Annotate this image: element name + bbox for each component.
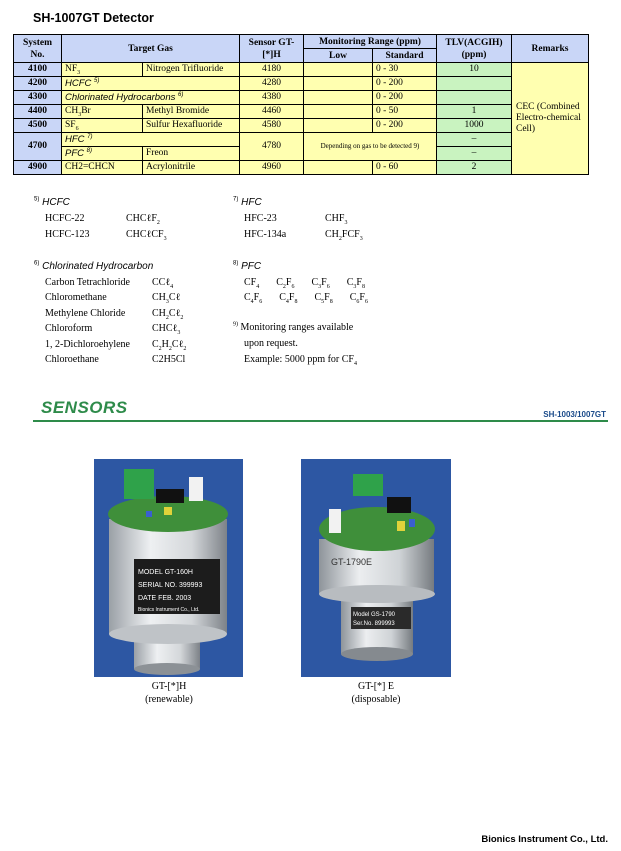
label-model: MODEL GT-160H — [138, 569, 193, 576]
gas-name-cell: Nitrogen Trifluoride — [143, 63, 240, 77]
sensor-photo-renewable — [94, 459, 243, 677]
tlv-cell: 10 — [437, 63, 512, 77]
footnote-9-line-1: $^{9)}$ Monitoring ranges available — [233, 321, 354, 333]
table-row — [14, 91, 589, 105]
header-monitoring-range: Monitoring Range (ppm) — [304, 35, 437, 49]
system-no-cell: 4700 — [14, 133, 62, 161]
footnote-chlorinated-heading: $^{6)}$ Chlorinated Hydrocarbon — [34, 260, 154, 272]
label-model: Model GS-1790 — [353, 612, 396, 618]
low-range-cell — [304, 105, 373, 119]
footnote-chlorinated-name: Methylene Chloride — [45, 308, 126, 319]
footnote-chlorinated-name: Carbon Tetrachloride — [45, 277, 130, 288]
depending-note-cell: Depending on gas to be detected 9) — [304, 133, 437, 161]
low-range-cell — [304, 77, 373, 91]
label-maker: Bionics Instrument Co., Ltd. — [138, 607, 200, 613]
footer-company: Bionics Instrument Co., Ltd. — [481, 834, 608, 845]
footnote-hcfc-name-2: HCFC-123 — [45, 229, 90, 240]
footnote-9-line-3: Example: 5000 ppm for $CF_4$ — [244, 354, 357, 367]
header-tlv: TLV(ACGIH) (ppm) — [437, 35, 512, 63]
gas-formula-cell: $SF_6$ — [62, 119, 143, 133]
tlv-cell — [437, 91, 512, 105]
gas-formula-cell: $NF_3$ — [62, 63, 143, 77]
label-serial: Ser.No. 899993 — [353, 621, 395, 627]
footnote-chlorinated-formula: $CH_3C\ell$ — [152, 292, 181, 305]
table-row — [14, 133, 589, 147]
low-range-cell — [304, 63, 373, 77]
table-row — [14, 63, 589, 77]
standard-range-cell: 0 - 60 — [373, 161, 437, 175]
low-range-cell — [304, 161, 373, 175]
low-range-cell — [304, 91, 373, 105]
page-title: SH-1007GT Detector — [33, 11, 154, 25]
sensor-photo-disposable — [301, 459, 451, 677]
footnote-hfc-name-1: HFC-23 — [244, 213, 277, 224]
system-no-cell: 4900 — [14, 161, 62, 175]
footnote-hfc-formula-1: $CHF_3$ — [325, 213, 348, 226]
footnote-chlorinated-formula: $C_2H_2C\ell_2$ — [152, 339, 187, 352]
gas-name-cell: Sulfur Hexafluoride — [143, 119, 240, 133]
header-sensor: Sensor GT-[*]H — [240, 35, 304, 63]
tlv-cell: – — [437, 133, 512, 147]
footnote-hfc-name-2: HFC-134a — [244, 229, 287, 240]
sensor-cell: 4280 — [240, 77, 304, 91]
sensor-cell: 4380 — [240, 91, 304, 105]
footnote-pfc-row-2: $C_4F_6$ $C_4F_8$ $C_5F_8$ $C_6F_6$ — [244, 292, 368, 305]
sensor-caption-renewable: GT-[*]H (renewable) — [145, 681, 193, 705]
label-date: DATE FEB. 2003 — [138, 595, 192, 602]
table-header-row — [14, 35, 589, 49]
sensor-cell: 4960 — [240, 161, 304, 175]
footnote-hcfc-name-1: HCFC-22 — [45, 213, 85, 224]
sensor-cell: 4780 — [240, 133, 304, 161]
gas-name-cell: Acrylonitrile — [143, 161, 240, 175]
system-no-cell: 4500 — [14, 119, 62, 133]
header-remarks: Remarks — [512, 35, 589, 63]
sensor-cell: 4180 — [240, 63, 304, 77]
footnote-hcfc-formula-2: CHCℓCF$_3$ — [126, 229, 167, 242]
gas-formula-cell: HFC $^{7)}$ — [62, 133, 240, 147]
tlv-cell — [437, 77, 512, 91]
tlv-cell: 1 — [437, 105, 512, 119]
table-row — [14, 105, 589, 119]
table-row — [14, 161, 589, 175]
sensors-heading: SENSORS — [41, 398, 128, 417]
tlv-cell: 2 — [437, 161, 512, 175]
gas-name-cell: Methyl Bromide — [143, 105, 240, 119]
footnote-chlorinated-formula: C2H5Cl — [152, 354, 186, 365]
label-top: GT-1790E — [331, 557, 373, 567]
standard-range-cell: 0 - 200 — [373, 91, 437, 105]
tlv-cell: – — [437, 147, 512, 161]
table-row — [14, 77, 589, 91]
gas-name-cell: Freon — [143, 147, 240, 161]
footnote-hfc-formula-2: $CH_2FCF_3$ — [325, 229, 363, 242]
footnote-chlorinated-name: Chloroform — [45, 323, 93, 334]
sensors-divider — [33, 420, 608, 422]
footnote-pfc-heading: $^{8)}$ PFC — [233, 260, 262, 272]
sensor-caption-disposable: GT-[*] E (disposable) — [351, 681, 401, 705]
gas-formula-cell: $CH_3Br$ — [62, 105, 143, 119]
footnote-hfc-heading: $^{7)}$ HFC — [233, 196, 262, 208]
footnote-chlorinated-name: Chloromethane — [45, 292, 107, 303]
standard-range-cell: 0 - 50 — [373, 105, 437, 119]
footnote-9-line-2: upon request. — [244, 338, 298, 349]
standard-range-cell: 0 - 200 — [373, 77, 437, 91]
header-system-no: System No. — [14, 35, 62, 63]
footnote-chlorinated-name: 1, 2-Dichloroehylene — [45, 339, 130, 350]
sensor-disposable-illustration — [301, 459, 451, 677]
standard-range-cell: 0 - 30 — [373, 63, 437, 77]
sensor-cell: 4580 — [240, 119, 304, 133]
footnote-chlorinated-formula: CCℓ$_4$ — [152, 277, 174, 290]
footnote-hcfc-formula-1: CHCℓF$_2$ — [126, 213, 160, 226]
header-standard: Standard — [373, 49, 437, 63]
sensor-cell: 4460 — [240, 105, 304, 119]
label-serial: SERIAL NO. 399993 — [138, 582, 203, 589]
sensor-renewable-illustration — [94, 459, 243, 677]
remarks-cell: CEC (Combined Electro-chemical Cell) — [512, 63, 589, 175]
footnote-chlorinated-name: Chloroethane — [45, 354, 99, 365]
gas-formula-cell: HCFC $^{5)}$ — [62, 77, 240, 91]
table-row — [14, 119, 589, 133]
gas-formula-cell: PFC $^{8)}$ — [62, 147, 143, 161]
footnote-chlorinated-formula: CHCℓ$_3$ — [152, 323, 181, 336]
standard-range-cell: 0 - 200 — [373, 119, 437, 133]
system-no-cell: 4100 — [14, 63, 62, 77]
footnote-pfc-row-1: $CF_4$ $C_2F_6$ $C_3F_6$ $C_3F_8$ — [244, 277, 365, 290]
header-low: Low — [304, 49, 373, 63]
footnote-chlorinated-formula: $CH_2C\ell_2$ — [152, 308, 184, 321]
gas-formula-cell: Chlorinated Hydrocarbons $^{6)}$ — [62, 91, 240, 105]
tlv-cell: 1000 — [437, 119, 512, 133]
low-range-cell — [304, 119, 373, 133]
system-no-cell: 4400 — [14, 105, 62, 119]
detector-spec-table — [13, 34, 589, 175]
sensors-model-code: SH-1003/1007GT — [543, 410, 606, 419]
footnote-hcfc-heading: $^{5)}$ HCFC — [34, 196, 70, 208]
header-target-gas: Target Gas — [62, 35, 240, 63]
system-no-cell: 4300 — [14, 91, 62, 105]
gas-formula-cell: CH2=CHCN — [62, 161, 143, 175]
system-no-cell: 4200 — [14, 77, 62, 91]
